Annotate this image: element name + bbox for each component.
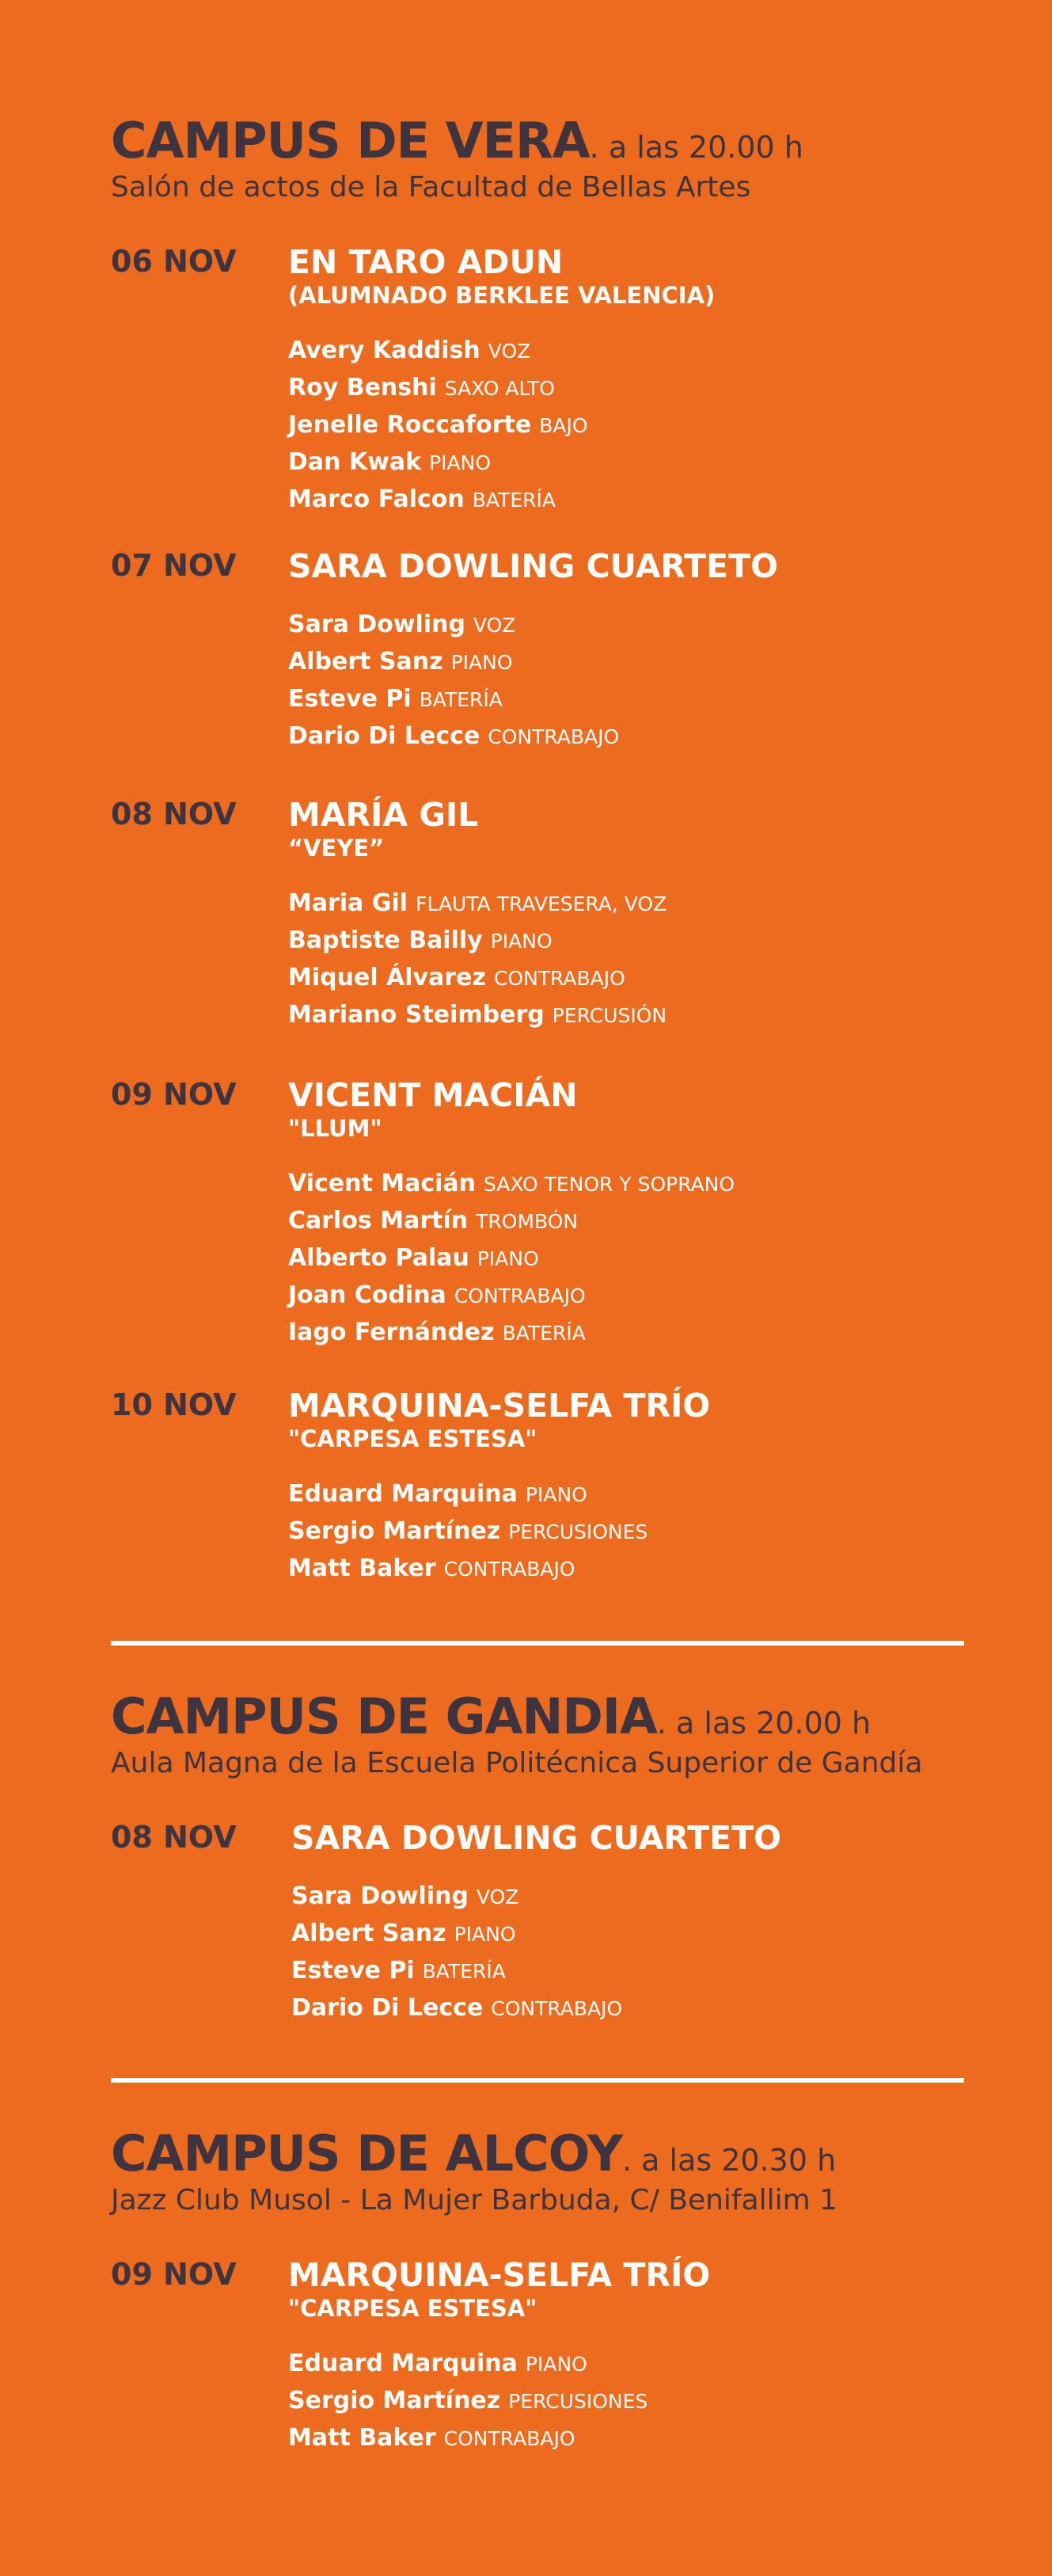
event-title: VICENT MACIÁN: [288, 1076, 578, 1114]
member-name: Avery Kaddish: [288, 336, 480, 364]
member-role: CONTRABAJO: [491, 1997, 623, 2021]
section-divider: [111, 1641, 964, 1646]
event-title: EN TARO ADUN: [288, 243, 564, 281]
event-subtitle: “VEYE”: [288, 835, 385, 862]
event-body: [288, 244, 953, 519]
member: [288, 1241, 953, 1278]
member-role: BAJO: [539, 413, 588, 437]
event-title: MARÍA GIL: [288, 796, 479, 834]
event-body: [288, 1387, 953, 1589]
member: [288, 1551, 953, 1589]
member-role: CONTRABAJO: [488, 725, 620, 749]
member-role: PIANO: [450, 651, 513, 675]
member-role: PIANO: [525, 2352, 587, 2376]
campus-time: . a las 20.00 h: [656, 1706, 872, 1741]
event-subtitle: "CARPESA ESTESA": [288, 1425, 537, 1453]
member-name: Sara Dowling: [288, 611, 465, 639]
member-role: FLAUTA TRAVESERA, VOZ: [416, 892, 667, 915]
member-name: Sergio Martínez: [288, 1516, 501, 1545]
event-date: 07 NOV: [111, 548, 237, 583]
member-role: PIANO: [490, 929, 553, 953]
event-title: MARQUINA-SELFA TRÍO: [288, 2256, 711, 2294]
member-role: PIANO: [525, 1482, 587, 1506]
campus-time: . a las 20.00 h: [589, 130, 803, 165]
member: [288, 1166, 953, 1204]
campus-time: . a las 20.30 h: [622, 2143, 837, 2178]
event-date: 09 NOV: [111, 1077, 237, 1112]
campus-venue: Aula Magna de la Escuela Politécnica Superior de Gandía: [111, 1747, 923, 1780]
member-name: Marco Falcon: [288, 485, 465, 513]
member: [288, 2346, 953, 2384]
member-role: BATERÍA: [422, 1960, 506, 1984]
member-name: Dario Di Lecce: [288, 722, 480, 751]
member: [288, 1315, 953, 1353]
member: [288, 1514, 953, 1551]
event-date: 06 NOV: [111, 244, 237, 279]
member-name: Eduard Marquina: [288, 1479, 518, 1508]
member-role: TROMBÓN: [476, 1209, 579, 1233]
member: [288, 719, 953, 756]
member-name: Dario Di Lecce: [291, 1994, 484, 2022]
event-date: 10 NOV: [111, 1387, 237, 1422]
member-role: VOZ: [473, 614, 516, 637]
member-list: [288, 2346, 953, 2458]
event-date: 08 NOV: [111, 1820, 237, 1855]
member: [288, 998, 953, 1035]
event-title: SARA DOWLING CUARTETO: [288, 547, 778, 585]
member: [288, 482, 953, 519]
member-role: PERCUSIONES: [508, 2389, 648, 2413]
campus-name: CAMPUS DE GANDIA: [111, 1688, 657, 1745]
member-name: Matt Baker: [288, 1554, 436, 1582]
member: [288, 923, 953, 961]
event-date: 09 NOV: [111, 2257, 237, 2292]
member: [288, 2384, 953, 2421]
member-role: PERCUSIÓN: [552, 1003, 667, 1027]
member-role: CONTRABAJO: [443, 1557, 575, 1581]
event-body: [288, 2257, 953, 2458]
member-list: [288, 607, 953, 756]
member-list: [288, 886, 953, 1035]
member-role: BATERÍA: [419, 688, 503, 712]
member-name: Jenelle Roccaforte: [288, 410, 532, 439]
event-body: [288, 1077, 953, 1353]
member: [288, 1477, 953, 1514]
member-name: Iago Fernández: [288, 1318, 495, 1346]
campus-name: CAMPUS DE ALCOY: [111, 2125, 622, 2182]
member-role: PIANO: [477, 1246, 539, 1270]
event-date: 08 NOV: [111, 797, 237, 831]
member-name: Albert Sanz: [291, 1920, 446, 1948]
member-name: Roy Benshi: [288, 373, 437, 401]
member-name: Dan Kwak: [288, 447, 422, 476]
member-role: PIANO: [454, 1923, 516, 1946]
member-role: VOZ: [488, 339, 531, 363]
member: [288, 1278, 953, 1315]
member-role: SAXO TENOR Y SOPRANO: [484, 1172, 735, 1196]
member: [288, 645, 953, 682]
campus-title: [111, 114, 966, 168]
member: [291, 1991, 956, 2028]
event-body: [288, 797, 953, 1035]
member-name: Carlos Martín: [288, 1206, 469, 1235]
member: [288, 1204, 953, 1241]
member-role: PERCUSIONES: [508, 1520, 648, 1543]
member: [288, 2421, 953, 2458]
member-name: Esteve Pi: [288, 685, 412, 713]
member-name: Eduard Marquina: [288, 2349, 518, 2377]
member-name: Matt Baker: [288, 2423, 436, 2452]
event-subtitle: "CARPESA ESTESA": [288, 2295, 537, 2323]
campus-title: [111, 2127, 966, 2181]
member-list: [288, 333, 953, 519]
member-name: Vicent Macián: [288, 1169, 477, 1197]
member: [291, 1879, 956, 1916]
campus-name: CAMPUS DE VERA: [111, 112, 590, 169]
member: [291, 1954, 956, 1991]
member-name: Sara Dowling: [291, 1882, 469, 1911]
member-role: CONTRABAJO: [493, 966, 625, 990]
member: [288, 371, 953, 408]
member-role: PIANO: [429, 451, 492, 474]
member-role: BATERÍA: [502, 1321, 586, 1345]
section-divider: [111, 2078, 964, 2083]
member-name: Albert Sanz: [288, 648, 443, 676]
member-role: VOZ: [476, 1885, 519, 1909]
campus-alcoy-header: [111, 2127, 966, 2216]
event-body: [288, 548, 953, 756]
event-title: MARQUINA-SELFA TRÍO: [288, 1387, 711, 1425]
campus-venue: Jazz Club Musol - La Mujer Barbuda, C/ Benifallim 1: [111, 2184, 838, 2217]
member-name: Miquel Álvarez: [288, 963, 486, 991]
member-role: CONTRABAJO: [443, 2426, 575, 2450]
event-body: [291, 1820, 956, 2028]
member-name: Maria Gil: [288, 888, 408, 917]
member-name: Esteve Pi: [291, 1957, 415, 1985]
campus-vera-header: [111, 114, 966, 204]
member: [288, 408, 953, 445]
member-list: [288, 1166, 953, 1353]
member-name: Baptiste Bailly: [288, 926, 483, 954]
member-role: SAXO ALTO: [444, 376, 555, 400]
member: [288, 886, 953, 923]
member-list: [291, 1879, 956, 2028]
member-name: Joan Codina: [288, 1280, 446, 1309]
member-name: Mariano Steimberg: [288, 1000, 545, 1029]
member-name: Sergio Martínez: [288, 2386, 501, 2414]
event-subtitle: (ALUMNADO BERKLEE VALENCIA): [288, 282, 716, 310]
member: [291, 1916, 956, 1954]
event-title: SARA DOWLING CUARTETO: [291, 1819, 781, 1857]
member-list: [288, 1477, 953, 1589]
member-role: CONTRABAJO: [454, 1284, 586, 1307]
campus-gandia-header: [111, 1690, 966, 1779]
member: [288, 682, 953, 719]
member-role: BATERÍA: [472, 488, 556, 512]
member: [288, 445, 953, 482]
campus-venue: Salón de actos de la Facultad de Bellas Artes: [111, 171, 751, 204]
member: [288, 607, 953, 645]
campus-title: [111, 1690, 966, 1744]
event-subtitle: "LLUM": [288, 1115, 382, 1143]
member-name: Alberto Palau: [288, 1243, 469, 1272]
member: [288, 961, 953, 998]
member: [288, 333, 953, 371]
